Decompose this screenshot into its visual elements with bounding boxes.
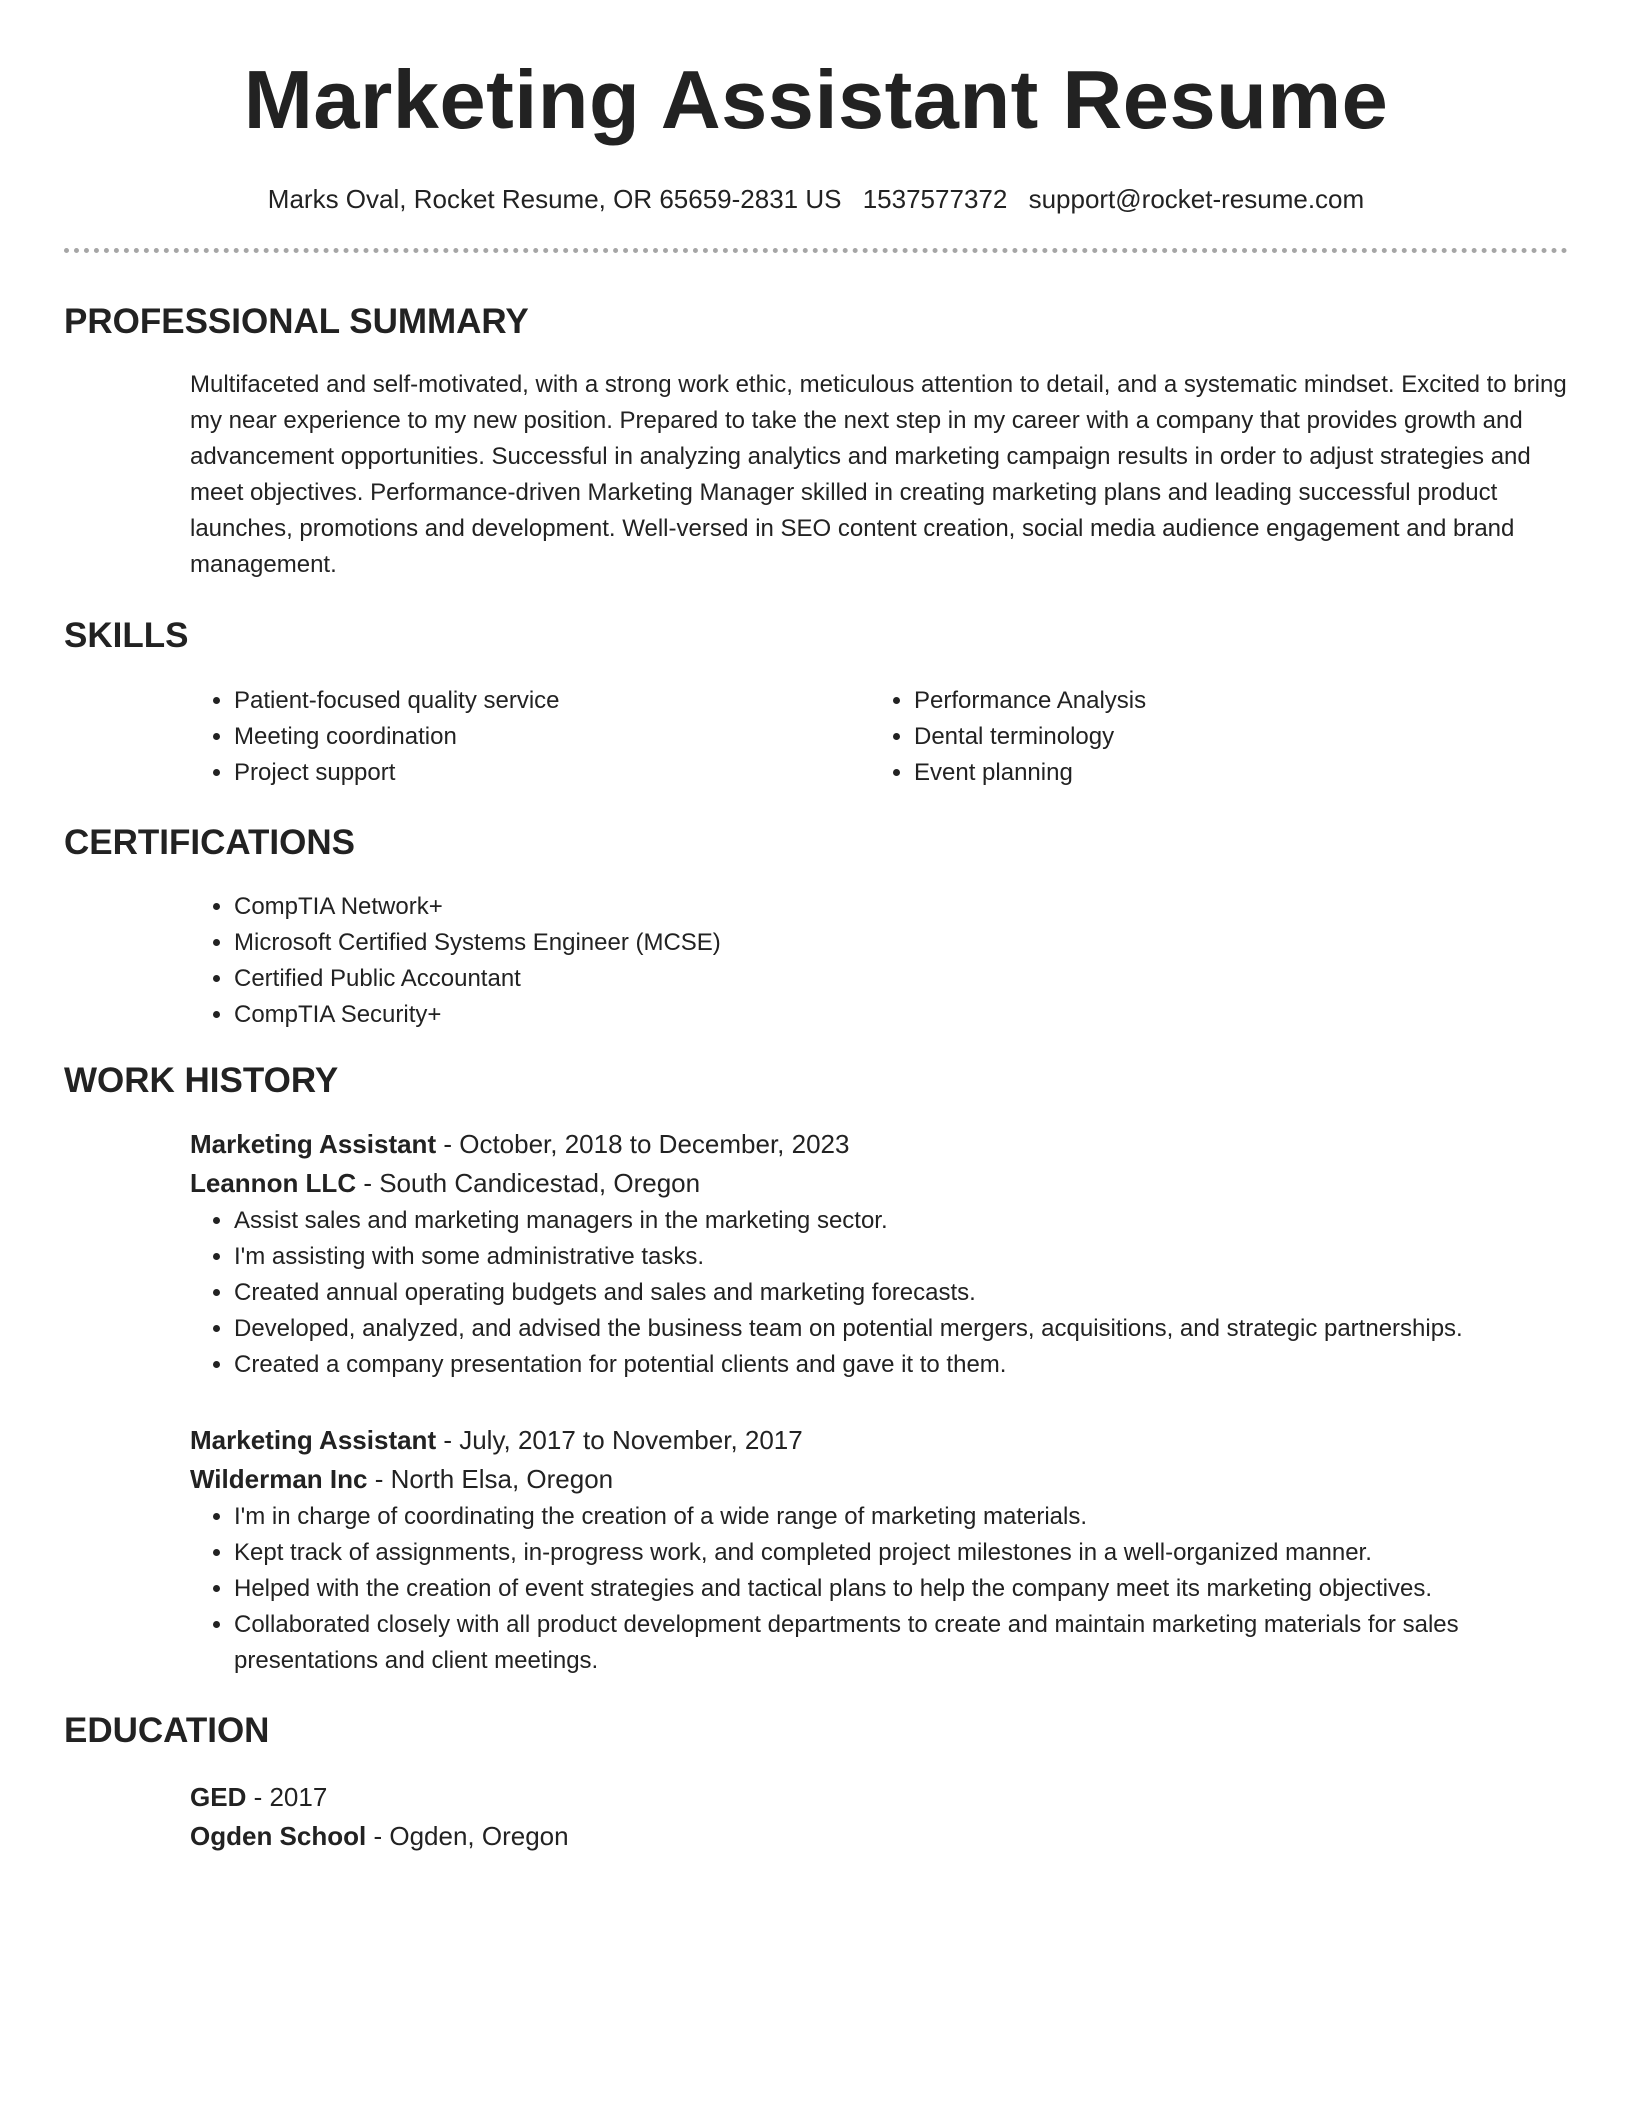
job-duties-list	[190, 1499, 1568, 1679]
job-dates: - October, 2018 to December, 2023	[436, 1129, 850, 1159]
summary-text: Multifaceted and self-motivated, with a strong work ethic, meticulous attention to detail, and a systematic mindset. Excited to bring my near experience to my new position. Prepared to take the next step in my career with a company that provides growth and advancement opportunities. Successful in analyzing analytics and marketing campaign results in order to adjust strategies and meet objectives. Performance-driven Marketing Manager skilled in creating marketing plans and leading successful product launches, promotions and development. Well-versed in SEO content creation, social media audience engagement and brand management.	[190, 371, 1567, 578]
education-location: - Ogden, Oregon	[366, 1821, 569, 1851]
header-divider	[64, 248, 1568, 253]
job-role: Marketing Assistant	[190, 1129, 437, 1159]
certification-item: • Certified Public Accountant	[234, 961, 1568, 997]
education-degree: GED	[190, 1782, 247, 1812]
education-school: Ogden School	[190, 1821, 367, 1851]
section-title-summary: PROFESSIONAL SUMMARY	[64, 302, 529, 341]
job-duty-item: • Created a company presentation for potential clients and gave it to them.	[234, 1347, 1568, 1383]
education-degree-line	[190, 1777, 1568, 1817]
contact-email[interactable]: support@rocket-resume.com	[1028, 184, 1365, 214]
job-location: - North Elsa, Oregon	[367, 1464, 614, 1494]
skills-list-left	[190, 683, 870, 791]
job-company: Wilderman Inc	[190, 1464, 368, 1494]
job-duty-item: • I'm assisting with some administrative tasks.	[234, 1239, 1568, 1275]
skill-item: • Dental terminology	[914, 719, 1550, 755]
contact-address: Marks Oval, Rocket Resume, OR 65659-2831 US	[267, 184, 842, 214]
job-company-line	[190, 1460, 1568, 1499]
skill-item: • Project support	[234, 755, 870, 791]
certification-item: • CompTIA Network+	[234, 889, 1568, 925]
job-duty-item: • Kept track of assignments, in-progress work, and completed project milestones in a well-organized manner.	[234, 1535, 1568, 1571]
job-dates: - July, 2017 to November, 2017	[436, 1425, 803, 1455]
skills-grid	[190, 683, 1568, 791]
contact-phone: 1537577372	[862, 184, 1008, 214]
education-year: - 2017	[246, 1782, 328, 1812]
resume-page	[64, 0, 1568, 1856]
skills-column-right	[870, 683, 1550, 791]
job-duty-item: • Helped with the creation of event strategies and tactical plans to help the company meet its marketing objectives.	[234, 1571, 1568, 1607]
contact-line	[64, 182, 1568, 216]
job-location: - South Candicestad, Oregon	[356, 1168, 701, 1198]
job-company-line	[190, 1164, 1568, 1203]
skill-item: • Event planning	[914, 755, 1550, 791]
job-duty-item: • Assist sales and marketing managers in the marketing sector.	[234, 1203, 1568, 1239]
job-duty-item: • Developed, analyzed, and advised the business team on potential mergers, acquisitions, and strategic partnerships.	[234, 1311, 1568, 1347]
education-entry	[190, 1777, 1568, 1856]
section-title-work-history: WORK HISTORY	[64, 1061, 339, 1100]
job-duty-item: • Created annual operating budgets and sales and marketing forecasts.	[234, 1275, 1568, 1311]
job-duty-item: • I'm in charge of coordinating the creation of a wide range of marketing materials.	[234, 1499, 1568, 1535]
skill-item: • Patient-focused quality service	[234, 683, 870, 719]
job-title-line	[190, 1421, 1568, 1460]
job-duties-list	[190, 1203, 1568, 1383]
job-role: Marketing Assistant	[190, 1425, 437, 1455]
skills-column-left	[190, 683, 870, 791]
education-school-line	[190, 1817, 1568, 1856]
job-duty-item: • Collaborated closely with all product development departments to create and maintain marketing materials for sales presentations and client meetings.	[234, 1607, 1568, 1679]
section-title-certifications: CERTIFICATIONS	[64, 823, 356, 862]
certifications-list	[190, 889, 1568, 1033]
job-title-line	[190, 1125, 1568, 1164]
job-entry	[190, 1421, 1568, 1679]
job-company: Leannon LLC	[190, 1168, 357, 1198]
job-entry	[190, 1125, 1568, 1383]
section-title-education: EDUCATION	[64, 1711, 270, 1750]
certification-item: • Microsoft Certified Systems Engineer (MCSE)	[234, 925, 1568, 961]
skills-list-right	[870, 683, 1550, 791]
section-title-skills: SKILLS	[64, 616, 189, 655]
certification-item: • CompTIA Security+	[234, 997, 1568, 1033]
skill-item: • Meeting coordination	[234, 719, 870, 755]
certifications-block	[190, 889, 1568, 1033]
skill-item: • Performance Analysis	[914, 683, 1550, 719]
resume-title: Marketing Assistant Resume	[243, 53, 1389, 146]
